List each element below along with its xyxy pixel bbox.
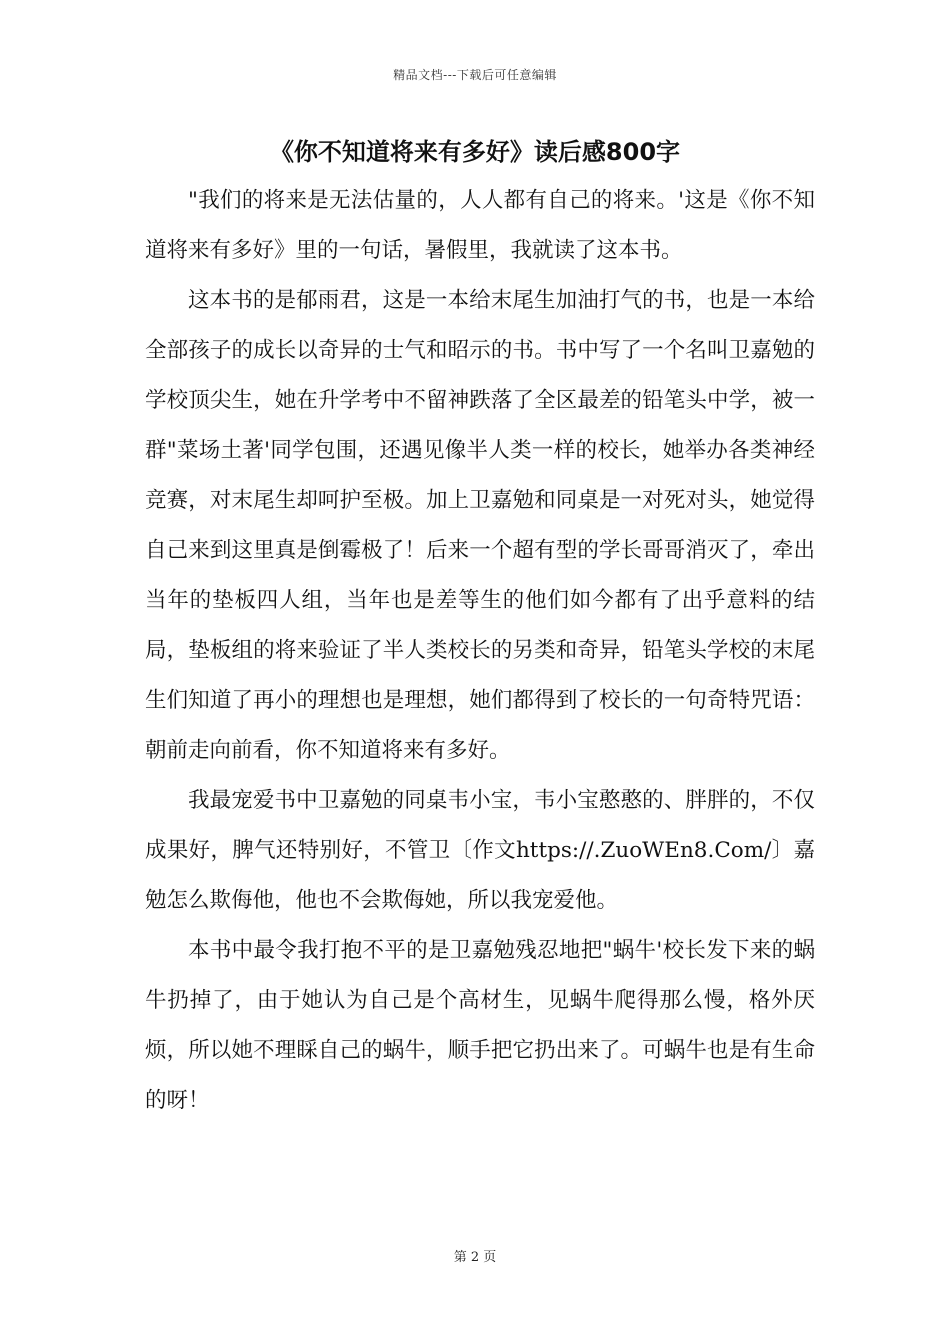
document-body xyxy=(145,176,815,1126)
paragraph: 这本书的是郁雨君，这是一本给末尾生加油打气的书，也是一本给全部孩子的成长以奇异的士气和昭示的书。书中写了一个名叫卫嘉勉的学校顶尖生，她在升学考中不留神跌落了全区最差的铅笔头中学，被一群"菜场土著'同学包围，还遇见像半人类一样的校长，她举办各类神经竞赛，对末尾生却呵护至极。加上卫嘉勉和同桌是一对死对头，她觉得自己来到这里真是倒霉极了！后来一个超有型的学长哥哥消灭了，牵出当年的垫板四人组，当年也是差等生的他们如今都有了出乎意料的结局，垫板组的将来验证了半人类校长的另类和奇异，铅笔头学校的末尾生们知道了再小的理想也是理想，她们都得到了校长的一句奇特咒语：朝前走向前看，你不知道将来有多好。 xyxy=(145,288,815,763)
paragraph: "我们的将来是无法估量的，人人都有自己的将来。'这是《你不知道将来有多好》里的一句话，暑假里，我就读了这本书。 xyxy=(145,188,815,263)
paragraph: 本书中最令我打抱不平的是卫嘉勉残忍地把"蜗牛'校长发下来的蜗牛扔掉了，由于她认为自己是个高材生，见蜗牛爬得那么慢，格外厌烦，所以她不理睬自己的蜗牛，顺手把它扔出来了。可蜗牛也是有生命的呀！ xyxy=(145,938,815,1113)
paragraph: 我最宠爱书中卫嘉勉的同桌韦小宝，韦小宝憨憨的、胖胖的，不仅成果好，脾气还特别好，不管卫〔作文https://.ZuoWEn8.Com/〕嘉勉怎么欺侮他，他也不会欺侮她，所以我宠爱他。 xyxy=(145,788,815,913)
page-number: 第 2 页 xyxy=(453,1250,497,1265)
header-note: 精品文档---下载后可任意编辑 xyxy=(393,68,557,82)
document-title: 《你不知道将来有多好》读后感800字 xyxy=(269,138,681,166)
